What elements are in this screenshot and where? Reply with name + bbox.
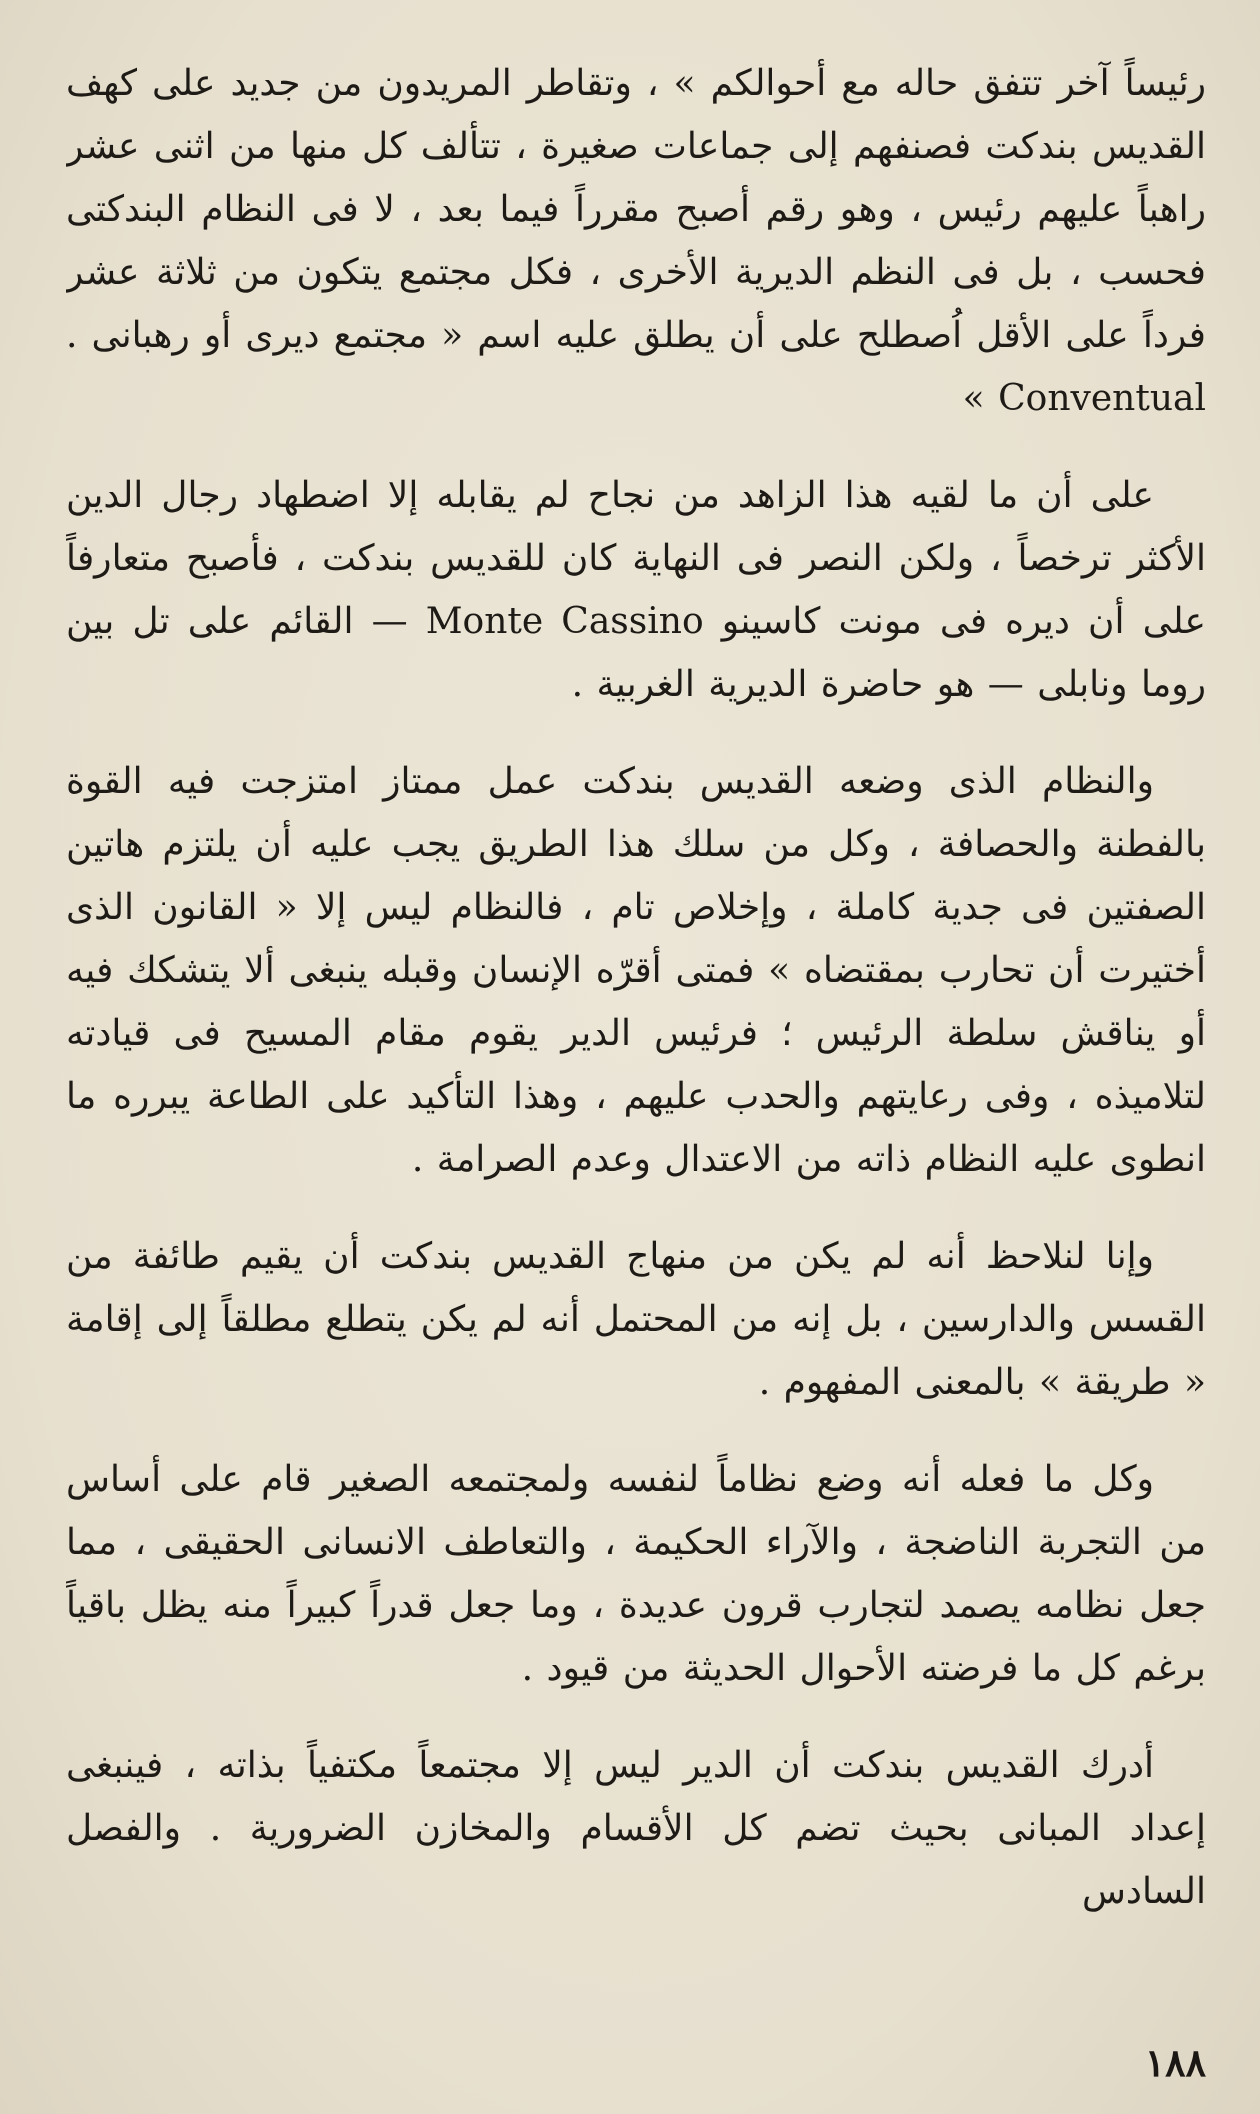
paragraph-6: أدرك القديس بندكت أن الدير ليس إلا مجتمعاً مكتفياً بذاته ، فينبغى إعداد المبانى بحيث تضم كل الأقسام والمخازن الضرورية . والفصل السادس — [66, 1745, 1206, 1912]
paragraph-2: على أن ما لقيه هذا الزاهد من نجاح لم يقابله إلا اضطهاد رجال الدين الأكثر ترخصاً ، ولكن النصر فى النهاية كان للقديس بندكت ، فأصبح متعارفاً على أن ديره فى مونت كاسينو Monte Cassino — القائم على تل بين روما ونابلى — هو حاضرة الديرية الغربية . — [66, 475, 1206, 705]
text-column — [66, 52, 1206, 1992]
paragraph-3: والنظام الذى وضعه القديس بندكت عمل ممتاز امتزجت فيه القوة بالفطنة والحصافة ، وكل من سلك هذا الطريق يجب عليه أن يلتزم هاتين الصفتين فى جدية كاملة ، وإخلاص تام ، فالنظام ليس إلا « القانون الذى أختيرت أن تحارب بمقتضاه » فمتى أقرّه الإنسان وقبله ينبغى ألا يتشكك فيه أو يناقش سلطة الرئيس ؛ فرئيس الدير يقوم مقام المسيح فى قيادته لتلاميذه ، وفى رعايتهم والحدب عليهم ، وهذا التأكيد على الطاعة يبرره ما انطوى عليه النظام ذاته من الاعتدال وعدم الصرامة . — [66, 761, 1206, 1180]
page-number: ١٨٨ — [1144, 2040, 1206, 2085]
paragraph-5: وكل ما فعله أنه وضع نظاماً لنفسه ولمجتمعه الصغير قام على أساس من التجربة الناضجة ، والآراء الحكيمة ، والتعاطف الانسانى الحقيقى ، مما جعل نظامه يصمد لتجارب قرون عديدة ، وما جعل قدراً كبيراً منه يظل باقياً برغم كل ما فرضته الأحوال الحديثة من قيود . — [66, 1459, 1206, 1689]
paragraph-1: رئيساً آخر تتفق حاله مع أحوالكم » ، وتقاطر المريدون من جديد على كهف القديس بندكت فصنفهم إلى جماعات صغيرة ، تتألف كل منها من اثنى عشر راهباً عليهم رئيس ، وهو رقم أصبح مقرراً فيما بعد ، لا فى النظام البندكتى فحسب ، بل فى النظم الديرية الأخرى ، فكل مجتمع يتكون من ثلاثة عشر فرداً على الأقل اُصطلح على أن يطلق عليه اسم « مجتمع ديرى أو رهبانى . Conventual » — [66, 63, 1206, 419]
paragraph-4: وإنا لنلاحظ أنه لم يكن من منهاج القديس بندكت أن يقيم طائفة من القسس والدارسين ، بل إنه من المحتمل أنه لم يكن يتطلع مطلقاً إلى إقامة « طريقة » بالمعنى المفهوم . — [66, 1236, 1206, 1403]
